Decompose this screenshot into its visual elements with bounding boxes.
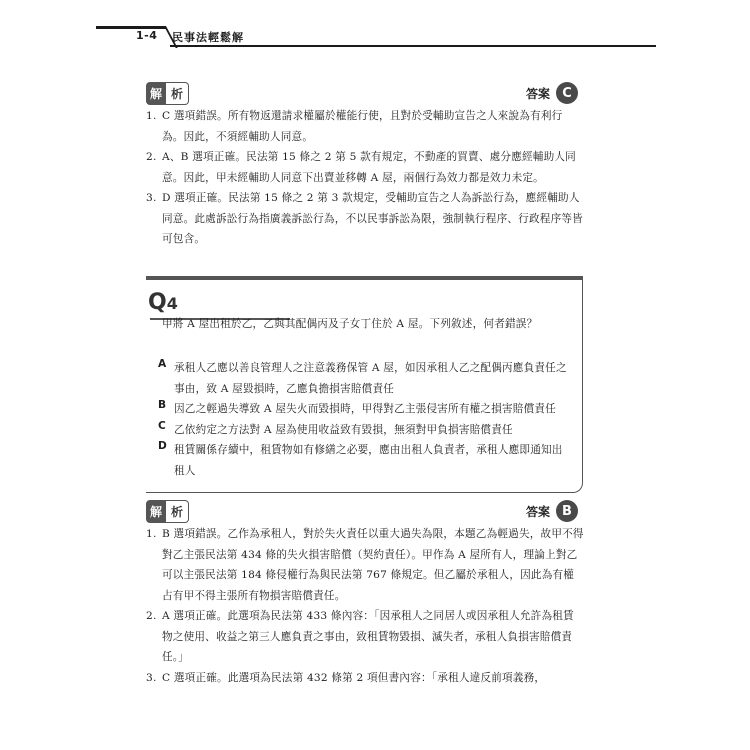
option-a [158,358,572,399]
list-item [146,106,584,147]
item-text: D 選項正確。民法第 15 條之 2 第 3 款規定，受輔助宣告之人為訴訟行為，應經輔助人同意。此處訴訟行為指廣義訴訟行為，不以民事訴訟為限，強制執行程序、行政程序等皆可包含。 [162,192,583,245]
page-header [96,26,656,48]
option-d [158,440,572,481]
question-box [146,276,583,493]
answer-label: 答案 [525,504,550,519]
answer-circle: C [556,82,578,104]
analysis-badge [146,500,189,523]
item-number: 2. [146,610,157,622]
question-stem: 甲將 A 屋出租於乙，乙與其配偶丙及子女丁住於 A 屋。下列敘述，何者錯誤？ [162,318,538,330]
item-text: A、B 選項正確。民法第 15 條之 2 第 5 款有規定，不動產的買賣、處分應經輔助人同意。因此，甲未經輔助人同意下出賣並移轉 A 屋，兩個行為效力都是效力未定。 [162,151,576,184]
page-number: 1-4 [136,29,158,42]
question-number: 4 [166,294,178,313]
header-bottom-rule [170,45,656,47]
question-marker [148,290,178,315]
answer-circle: B [556,500,578,522]
option-text: 承租人乙應以善良管理人之注意義務保管 A 屋，如因承租人乙之配偶丙應負責任之事由，致 A 屋毀損時，乙應負擔損害賠償責任 [174,362,567,395]
answer-label: 答案 [525,86,550,101]
badge-left: 解 [146,82,166,105]
analysis-badge [146,82,189,105]
badge-left: 解 [146,500,166,523]
option-letter: D [158,440,167,452]
badge-right: 析 [166,82,189,105]
list-item [146,606,584,668]
question-options [158,358,572,481]
item-number: 2. [146,151,157,163]
item-text: C 選項錯誤。所有物返還請求權屬於權能行使，且對於受輔助宣告之人來說為有利行為。因此，不須經輔助人同意。 [162,110,563,143]
list-item [146,524,584,606]
analysis-1-header [146,82,578,106]
list-item [146,188,584,250]
item-number: 3. [146,192,157,204]
option-text: 因乙之輕過失導致 A 屋失火而毀損時，甲得對乙主張侵害所有權之損害賠償責任 [174,403,556,415]
item-number: 1. [146,528,157,540]
analysis-2-list [146,524,584,688]
book-title: 民事法輕鬆解 [172,31,244,44]
item-number: 1. [146,110,157,122]
question-letter: Q [148,290,167,315]
item-text: C 選項正確。此選項為民法第 432 條第 2 項但書內容：「承租人違反前項義務， [162,671,546,684]
option-text: 租賃關係存續中，租賃物如有修繕之必要，應由出租人負責者，承租人應即通知出租人 [174,444,563,477]
list-item [146,147,584,188]
answer-indicator [526,500,578,522]
option-c [158,420,572,441]
option-letter: B [158,399,167,411]
item-text: A 選項正確。此選項為民法第 433 條內容：「因承租人之同居人或因承租人允許為租賃物之使用、收益之第三人應負責之事由，致租賃物毀損、滅失者，承租人負損害賠償責任。」 [162,610,574,663]
list-item [146,668,584,689]
item-text: B 選項錯誤。乙作為承租人，對於失火責任以重大過失為限，本題乙為輕過失，故甲不得對乙主張民法第 434 條的失火損害賠償（契約責任）。甲作為 A 屋所有人，理論上對乙可以主張民法第 184 條侵權行為與民法第 767 條規定。但乙屬於承租人，因此為有權占有甲不得主張所有物損害賠償責任。 [162,528,584,602]
answer-indicator [526,82,578,104]
item-number: 3. [146,671,157,684]
option-letter: A [158,358,167,370]
option-b [158,399,572,420]
option-letter: C [158,419,166,432]
analysis-2-header [146,500,578,524]
option-text: 乙依約定之方法對 A 屋為使用收益致有毀損，無須對甲負損害賠償責任 [174,423,513,436]
analysis-1-list [146,106,584,250]
badge-right: 析 [166,500,189,523]
